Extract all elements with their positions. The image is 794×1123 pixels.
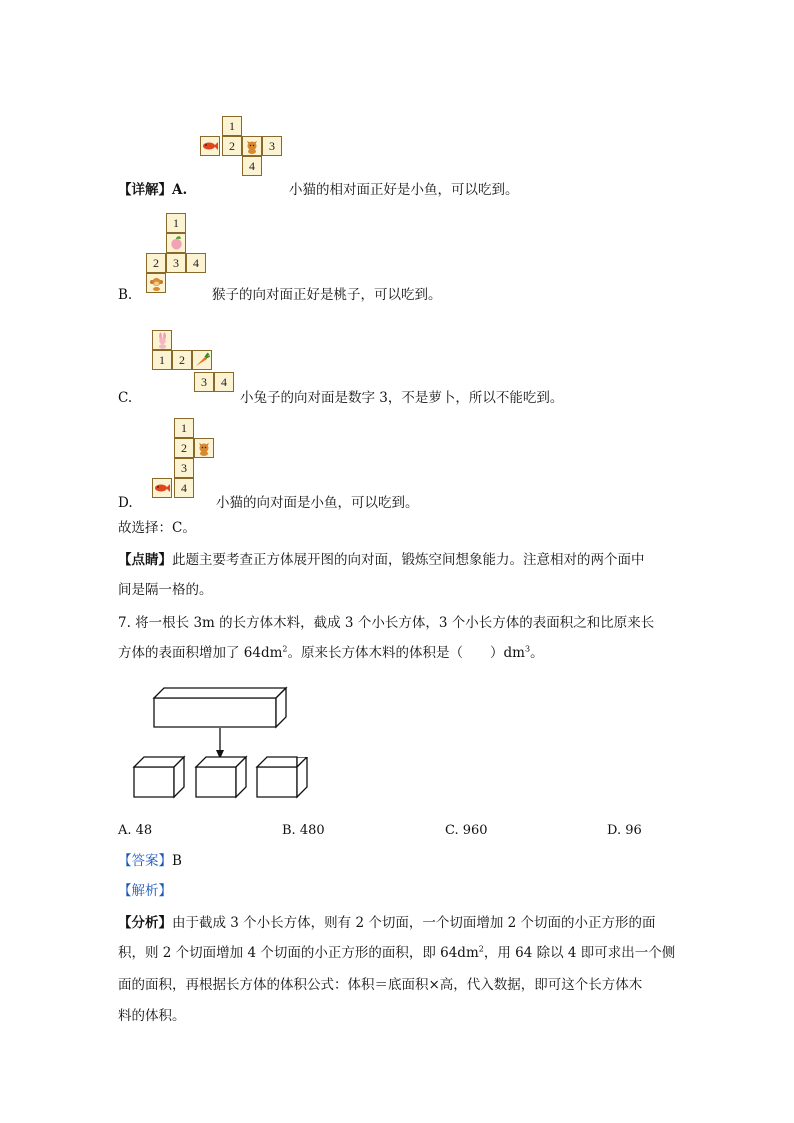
net-c-face-4: 4 xyxy=(214,372,234,392)
net-d-face-cat xyxy=(194,438,214,458)
analysis-line-2: 积，则 2 个切面增加 4 个切面的小正方形的面积，即 $64dm^2$，用 64 除以 4 即可求出一个侧 xyxy=(118,944,676,961)
net-a-face-cat xyxy=(242,136,262,156)
question-line-1: 7. 将一根长 3m 的长方体木料，截成 3 个小长方体，3 个小长方体的表面积之和比原来长 xyxy=(118,615,655,631)
choice-c[interactable]: C. 960 xyxy=(445,823,488,838)
long-cuboid-top xyxy=(154,688,286,698)
net-c-face-rabbit xyxy=(152,330,172,350)
analysis-header: 【解析】 xyxy=(118,883,172,899)
small-cuboid-3-top xyxy=(257,757,297,767)
conclusion: 故选择：C。 xyxy=(118,520,196,536)
net-c-face-3: 3 xyxy=(194,372,214,392)
detail-label: 【详解】A. xyxy=(118,182,188,198)
small-cuboid-1-front xyxy=(134,767,174,797)
long-cuboid-front xyxy=(154,698,276,727)
point-line-2: 间是隔一格的。 xyxy=(118,582,213,598)
choice-a[interactable]: A. 48 xyxy=(118,823,153,838)
answer-value: B xyxy=(172,853,182,869)
cat-icon xyxy=(196,440,212,456)
net-a-face-2: 2 xyxy=(222,136,242,156)
net-d-face-2: 2 xyxy=(174,438,194,458)
net-b-face-2: 2 xyxy=(146,253,166,273)
net-c-face-2: 2 xyxy=(172,350,192,370)
net-c-face-carrot xyxy=(192,350,212,370)
small-cuboid-3-front xyxy=(257,767,297,797)
point-label: 【点睛】 xyxy=(118,552,172,568)
peach-icon xyxy=(169,236,184,251)
net-b-face-monkey xyxy=(146,273,166,293)
net-b-face-3: 3 xyxy=(166,253,186,273)
rabbit-icon xyxy=(155,332,170,349)
net-b-face-4: 4 xyxy=(186,253,206,273)
answer-line xyxy=(118,851,182,871)
fish-icon xyxy=(154,483,170,493)
monkey-icon xyxy=(149,276,164,291)
option-c-explanation: 小兔子的向对面是数字 3，不是萝卜，所以不能吃到。 xyxy=(240,390,564,406)
analysis-label: 【分析】 xyxy=(118,915,172,931)
point-text-1: 此题主要考查正方体展开图的向对面，锻炼空间想象能力。注意相对的两个面中 xyxy=(172,552,645,568)
small-cuboid-2-front xyxy=(196,767,236,797)
option-a-explanation: 小猫的相对面正好是小鱼，可以吃到。 xyxy=(289,182,519,198)
answer-label: 【答案】 xyxy=(118,853,172,869)
net-b-face-peach xyxy=(166,233,186,253)
option-d-explanation: 小猫的向对面是小鱼，可以吃到。 xyxy=(216,495,419,511)
cuboid-cut-diagram xyxy=(130,684,300,802)
question-line-2: 方体的表面积增加了 $64dm^2$。原来长方体木料的体积是（ ）$dm^3$。 xyxy=(118,644,544,661)
net-a-face-4: 4 xyxy=(242,156,262,176)
net-d-face-1: 1 xyxy=(174,418,194,438)
net-d-face-3: 3 xyxy=(174,458,194,478)
net-a-face-fish xyxy=(200,136,220,156)
fish-icon xyxy=(202,141,218,151)
net-b-face-1: 1 xyxy=(166,213,186,233)
net-a-face-3: 3 xyxy=(262,136,282,156)
net-d-face-4: 4 xyxy=(174,478,194,498)
choice-b[interactable]: B. 480 xyxy=(282,823,325,838)
net-a-face-1: 1 xyxy=(222,116,242,136)
option-c-label: C. xyxy=(118,390,133,406)
point-line-1 xyxy=(118,550,645,570)
option-b-label: B. xyxy=(118,287,133,303)
analysis-line-1: 【分析】由于截成 3 个小长方体，则有 2 个切面，一个切面增加 2 个切面的小正方形的面 xyxy=(118,915,656,931)
analysis-line-4: 料的体积。 xyxy=(118,1008,186,1024)
analysis-line-3: 面的面积，再根据长方体的体积公式：体积＝底面积×高，代入数据，即可这个长方体木 xyxy=(118,977,643,993)
carrot-icon xyxy=(194,352,210,368)
choice-d[interactable]: D. 96 xyxy=(607,823,642,838)
net-d-face-fish xyxy=(152,478,172,498)
cat-icon xyxy=(244,138,260,154)
option-d-label: D. xyxy=(118,495,133,511)
small-cuboid-3-extension xyxy=(296,757,310,801)
net-c-face-1: 1 xyxy=(152,350,172,370)
option-b-explanation: 猴子的向对面正好是桃子，可以吃到。 xyxy=(212,287,442,303)
